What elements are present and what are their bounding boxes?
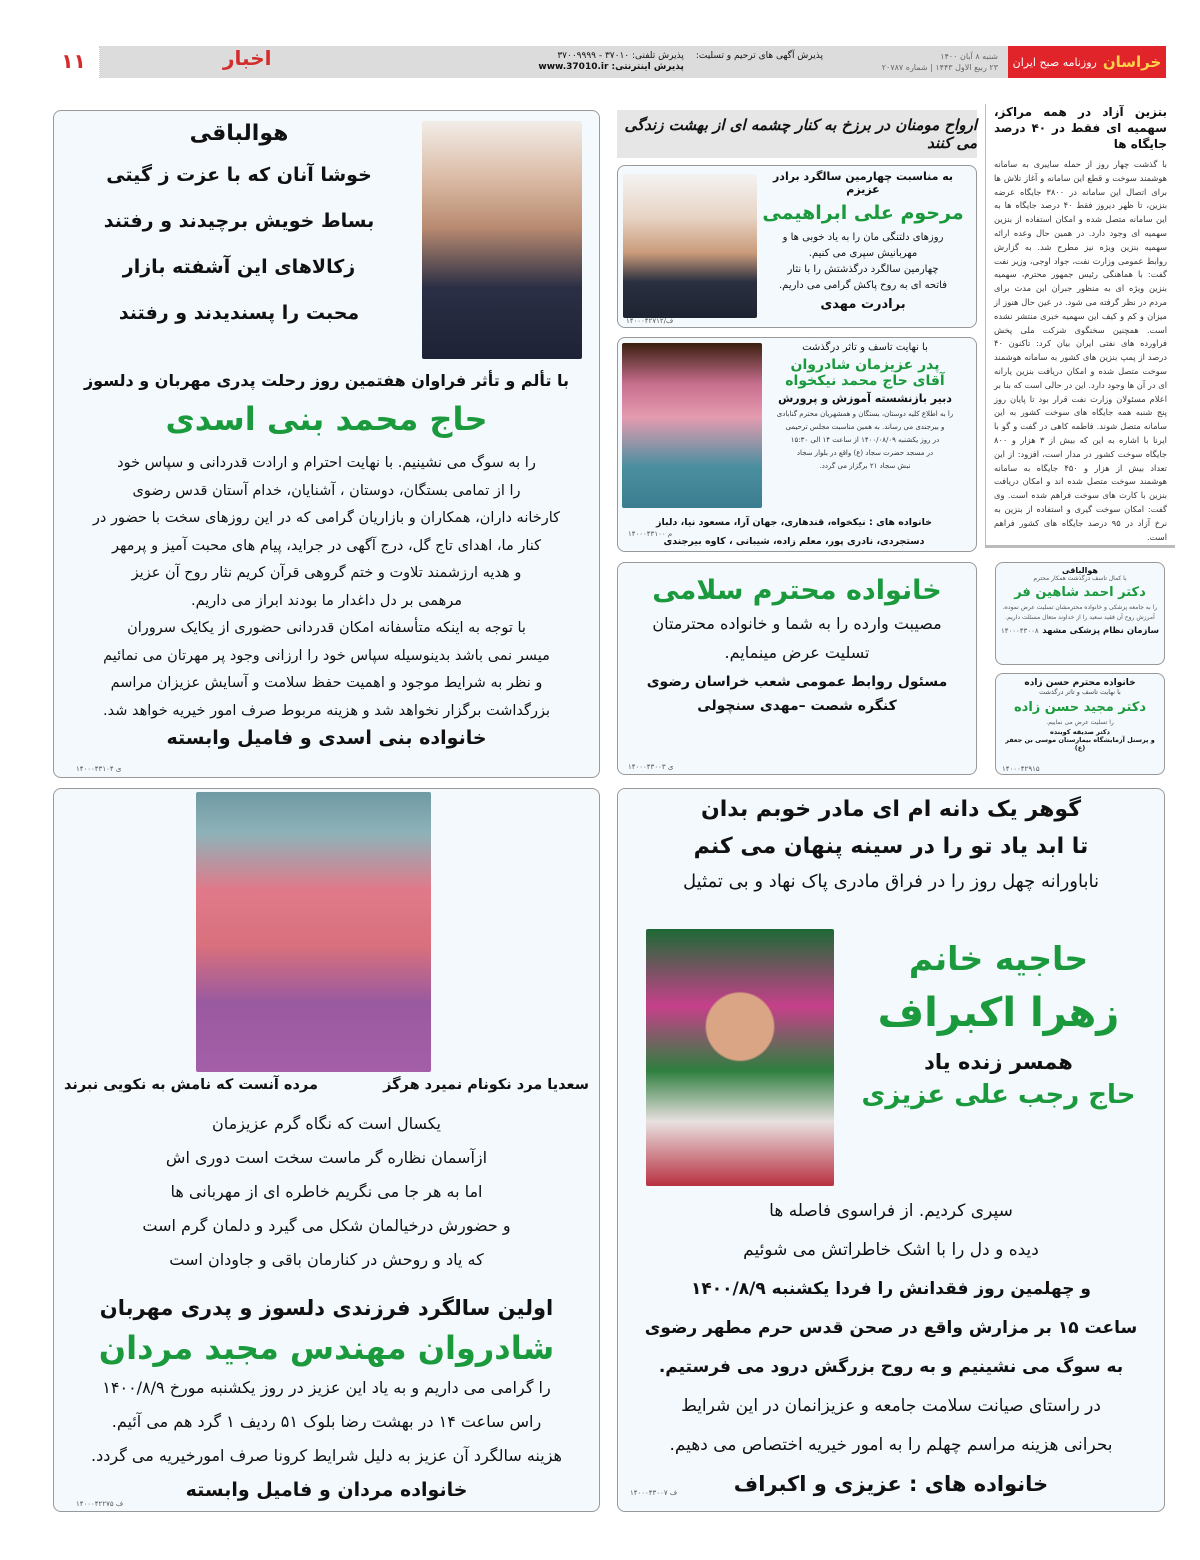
signature: خانواده بنی اسدی و فامیل وابسته xyxy=(166,727,487,749)
deceased-name: مرحوم علی ابراهیمی xyxy=(762,202,964,224)
message-line: کارخانه داران، همکاران و بازاریان گرامی که در این روزهای سخت با حضور در xyxy=(92,510,561,526)
message-line: ساعت ۱۵ بر مزارش واقع در صحن قدس حرم مطهر رضوی xyxy=(644,1318,1138,1338)
intro: با تألم و تأثر فراوان هفتمین روز رحلت پدری مهربان و دلسوز xyxy=(83,371,570,390)
ad-phone: پذیرش تلفنی: ۳۷۰۱۰ - ۳۷۰۰۹۹۹۹ xyxy=(557,51,684,61)
logo-tagline: روزنامه صبح ایران xyxy=(1012,55,1097,69)
deceased-name: دکتر احمد شاهین فر xyxy=(1014,585,1146,600)
verse-left: مرده آنست که نامش به نکویی نبرند xyxy=(64,1077,318,1093)
poem-line: بساط خویش برچیدند و رفتند xyxy=(103,210,375,232)
issue-number: ۲۳ ربیع الاول ۱۴۴۳ | شماره ۲۰۷۸۷ xyxy=(881,63,998,72)
logo-brand: خراسان xyxy=(1102,53,1162,71)
banner xyxy=(617,110,977,158)
obituary-nikkhah xyxy=(617,337,977,552)
signature: کنگره شصت –مهدی سنچولی xyxy=(697,698,897,714)
deceased-name: شادروان مهندس مجید مردان xyxy=(98,1329,555,1367)
signature: خانواده مردان و فامیل وابسته xyxy=(185,1479,468,1501)
intro: اولین سالگرد فرزندی دلسوز و پدری مهربان xyxy=(99,1296,554,1320)
obituary-mardan xyxy=(53,788,600,1512)
intro: به مناسبت چهارمین سالگرد برادر عزیزم xyxy=(772,170,954,196)
obituary-ebrahimi xyxy=(617,165,977,328)
ad-code: ۱۴۰۰۰۴۲۲۷۵ ف xyxy=(76,1500,124,1508)
header-text: هوالباقی xyxy=(1062,566,1098,575)
message-line: در مسجد حضرت سجاد (ع) واقع در بلوار سجاد xyxy=(796,449,934,457)
portrait-photo xyxy=(422,121,582,359)
signature: دکتر صدیقه کوبنده xyxy=(1050,728,1110,736)
deceased-title: پدر عزیزمان شادروان xyxy=(790,357,940,373)
header-text: هوالباقی xyxy=(189,121,289,146)
ad-code: ۱۴۰۰۰۴۳۰۰۷ ف xyxy=(630,1489,678,1497)
poem-line: و حضورش درخیالمان شکل می گیرد و دلمان گرم است xyxy=(142,1216,511,1235)
poem-line: تا ابد یاد تو را در سینه پنهان می کنم xyxy=(693,834,1089,859)
message-line: سپری کردیم. از فراسوی فاصله ها xyxy=(769,1201,1013,1221)
deceased-name: دکتر مجید حسن زاده xyxy=(1013,700,1147,715)
message: را به جامعه پزشکی و خانواده محترمشان تسلیت عرض نموده، آمرزش روح آن فقید سعید را از خداوند متعال مسئلت داریم. xyxy=(1002,604,1158,621)
ad-contact xyxy=(503,51,823,73)
message-line: و بیرجندی می رساند. به همین مناسبت مجلس ترحیمی xyxy=(785,423,945,431)
message-line: و چهلمین روز فقدانش را فردا یکشنبه ۱۴۰۰/۸/۹ xyxy=(691,1279,1091,1299)
condolence-shahinfar xyxy=(995,562,1165,665)
signature: خانواده های : عزیزی و اکبراف xyxy=(733,1472,1049,1496)
condolence-salami xyxy=(617,562,977,775)
message-line: دیده و دل را با اشک خاطراتش می شوئیم xyxy=(743,1240,1039,1260)
message-line: راس ساعت ۱۴ در بهشت رضا بلوک ۵۱ ردیف ۱ گرد هم می آئیم. xyxy=(111,1412,542,1431)
message-line: را به اطلاع کلیه دوستان، بستگان و همشهریان محترم گنابادی xyxy=(776,410,954,418)
poem-line: ازآسمان نظاره گر ماست سخت است دوری اش xyxy=(165,1148,488,1167)
portrait-photo xyxy=(623,174,757,318)
recipient-family: خانواده محترم سلامی xyxy=(652,575,942,606)
spouse-label: همسر زنده یاد xyxy=(924,1050,1073,1074)
date-line: شنبه ۸ آبان ۱۴۰۰ xyxy=(940,52,998,61)
message-line: کنار ما، اهدای تاج گل، درج آگهی در جراید، پیام های محبت آمیز و پرمهر xyxy=(111,537,542,554)
verse-right: سعدیا مرد نکونام نمیرد هرگز xyxy=(383,1077,589,1093)
message-line: را از تمامی بستگان، دوستان ، آشنایان، خدام آستان قدس رضوی xyxy=(132,482,521,499)
poem-line: یکسال است که نگاه گرم عزیزمان xyxy=(212,1114,441,1133)
message-line: روزهای دلتنگی مان را به یاد خوبی ها و xyxy=(782,232,944,243)
message-line: و هدیه ارزشمند تلاوت و ختم گروهی قرآن کریم نثار روح آن عزیز xyxy=(131,565,522,581)
page-number: ۱۱ xyxy=(48,46,100,78)
poem-line: گوهر یک دانه ام ای مادر خوبم بدان xyxy=(700,797,1081,822)
intro: ناباورانه چهل روز را در فراق مادری پاک نهاد و بی تمثیل xyxy=(683,871,1099,892)
message-line: فاتحه ای به روح پاکش گرامی می داریم. xyxy=(779,280,947,291)
issue-date xyxy=(882,51,998,73)
message-line: و نظر به شرایط موجود و اهمیت حفظ سلامت و آسایش عزیزان مراسم xyxy=(110,675,543,691)
condolence-hasanzadeh xyxy=(995,673,1165,775)
spouse-name: حاج رجب علی عزیزی xyxy=(861,1080,1136,1110)
ad-code: ۱۴۰۰۰۴۳۱۰۴ ی xyxy=(76,765,122,773)
message-line: با توجه به اینکه متأسفانه امکان قدردانی حضوری از یکایک سروران xyxy=(127,620,526,636)
message-line: بحرانی هزینه مراسم چهلم را به امور خیریه اختصاص می دهیم. xyxy=(669,1435,1113,1455)
deceased-title: حاجیه خانم xyxy=(908,939,1089,978)
portrait-photo xyxy=(646,929,834,1186)
intro: با کمال تاسف درگذشت همکار محترم xyxy=(1033,575,1127,582)
message-line: مصیبت وارده را به شما و خانواده محترمتان xyxy=(652,614,942,633)
deceased-name: حاج محمد بنی اسدی xyxy=(165,400,488,438)
obituary-baniasadi xyxy=(53,110,600,778)
families-line: دستجردی، نادری پور، معلم زاده، شیبانی ، کاوه بیرجندی xyxy=(663,536,925,547)
poem-line: که یاد و روحش در کنارمان باقی و جاودان است xyxy=(169,1250,484,1269)
news-article xyxy=(985,104,1175,548)
deceased-role: دبیر بازنشسته آموزش و پرورش xyxy=(778,392,952,405)
message xyxy=(758,230,968,294)
intro: با نهایت تاسف و تاثر درگذشت xyxy=(1039,688,1121,696)
deceased-name: زهرا اکبراف xyxy=(877,990,1120,1036)
ad-code: ۱۴۰۰۰۴۲۹۱۵ xyxy=(1002,765,1040,773)
deceased-name: آقای حاج محمد نیکخواه xyxy=(785,373,945,389)
message-line: چهارمین سالگرد درگذشتش را با نثار xyxy=(787,264,939,275)
message: را تسلیت عرض می نماییم. xyxy=(1046,719,1114,726)
ad-code: ۱۴۰۰۰۴۲۷۱۲/ف xyxy=(626,317,674,325)
ad-code: ۱۴۰۰۰۴۳۰۰۳ ی xyxy=(628,763,674,771)
message-line: را گرامی می داریم و به یاد این عزیز در روز یکشنبه مورخ ۱۴۰۰/۸/۹ xyxy=(102,1378,551,1397)
recipient-family: خانواده محترم حسن زاده xyxy=(1024,678,1136,688)
message-line: در روز یکشنبه ۱۴۰۰/۰۸/۰۹ از ساعت ۱۴ الی ۱۵:۳۰ xyxy=(790,436,940,444)
poem-line: محبت را پسندیدند و رفتند xyxy=(118,302,360,324)
message-line: تسلیت عرض مینمایم. xyxy=(724,643,870,662)
message-line: بزرگداشت برگزار نخواهد شد و هزینه مربوط صرف امور خیریه خواهد شد. xyxy=(102,702,550,719)
section-title: اخبار xyxy=(223,46,272,70)
message-line: را به سوگ می نشینیم. با نهایت احترام و ارادت قدردانی و سپاس خود xyxy=(117,455,536,471)
message-line: مرهمی بر دل داغدار ما بودند ابراز می داریم. xyxy=(190,592,463,609)
signature: سازمان نظام پزشکی مشهد xyxy=(1042,626,1159,636)
message-line: میسر نمی باشد بدینوسیله سپاس خود را ارزانی وجود پر مهرتان می نمائیم xyxy=(103,647,550,664)
portrait-photo xyxy=(622,343,762,508)
message-line: مهربانیش سپری می کنیم. xyxy=(808,248,918,259)
poem-line: اما به هر جا می نگریم خاطره ای از مهربانی ها xyxy=(170,1182,483,1201)
ad-code: ۱۴۰۰۰۴۳۱۰۰ م xyxy=(628,530,673,538)
message-line: به سوگ می نشینیم و به روح بزرگش درود می فرستیم. xyxy=(658,1357,1124,1377)
ad-code: ۱۴۰۰۰۴۳۰۰۸ xyxy=(1001,627,1039,635)
signature: و پرسنل آزمایشگاه بیمارستان موسی بن جعفر (ع) xyxy=(1005,736,1155,752)
poem-line: خوشا آنان که با عزت ز گیتی xyxy=(106,164,372,186)
poem-line: زکالاهای این آشفته بازار xyxy=(122,256,356,278)
banner-text: ارواح مومنان در برزخ به کنار چشمه ای از بهشت زندگی می کنند xyxy=(624,116,977,152)
news-body: با گذشت چهار روز از حمله سایبری به سامانه هوشمند سوخت و قطع این سامانه و آغاز تلاش ها برای اتصال این سامانه در ۳۸۰۰ جایگاه عرضه بنزین، تا ظهر دیروز فقط ۴۰ درصد جایگاه ها به این سامانه متصل شده و امکان استفاده از بنزین سهمیه ای وجود دارد. در همین حال وعده ارائه سهمیه بنزین ویژه نیز مطرح شد. به گزارش روابط عمومی وزارت نفت، جواد اوجی، وزیر نفت گفت: با هماهنگی رئیس جمهور محترم، سهمیه بنزین ویژه ای به منظور جبران این مدت برای مردم در نظر گرفته می شود. در عین حال هنوز از میزان و کم و کیف این سهمیه خبری منتشر نشده است. همچنین سخنگوی شرکت ملی پخش فراورده های نفتی ایران بیان کرد: تاکنون ۴۰ درصد از پمپ بنزین های کشور به سامانه هوشمند سوخت متصل شده و امکان دریافت بنزین یارانه ای در آن ها وجود دارد. این در حالی است که بنا بر اعلام مسئولان وزارت نفت قرار بود تا پایان روز پنج شنبه همه جایگاه های سوخت کشور به این سامانه متصل شوند. فاطمه کاهی در گفت و گو با ایرنا با اشاره به این که بیش از ۳ هزار و ۸۰۰ جایگاه سوخت کشور در مدار است، افزود: از این تعداد بیش از هزار و ۴۵۰ جایگاه به سامانه هوشمند سوخت متصل شده اند و امکان دریافت بنزین با کارت های سوخت فراهم شده است. وی گفت: امکان سوخت گیری و استفاده از بنزین به نرخ آزاد در ۹۵ درصد جایگاه های کشور فراهم است. xyxy=(994,159,1168,542)
newspaper-logo xyxy=(1008,46,1166,78)
message-line: در راستای صیانت سلامت جامعه و عزیزانمان در این شرایط xyxy=(681,1396,1101,1416)
intro: با نهایت تاسف و تاثر درگذشت xyxy=(802,342,928,353)
signature: مسئول روابط عمومی شعب خراسان رضوی xyxy=(646,674,948,690)
signature: برادرت مهدی xyxy=(820,297,906,312)
obituary-akbaraf xyxy=(617,788,1165,1512)
news-title: بنزین آزاد در همه مراکز، سهمیه ای فقط در ۴۰ درصد جایگاه ها xyxy=(994,105,1167,151)
page-header xyxy=(48,46,1166,78)
families-line: خانواده های : نیکخواه، قندهاری، جهان آرا، مسعود نیا، دلباز xyxy=(656,517,932,528)
ad-web[interactable]: پذیرش اینترنتی: www.37010.ir xyxy=(538,62,684,72)
message-line: نبش سجاد ۲۱ برگزار می گردد. xyxy=(819,462,911,470)
message-line: هزینه سالگرد آن عزیز به دلیل شرایط کرونا صرف امورخیریه می گردد. xyxy=(91,1446,562,1465)
portrait-photo xyxy=(196,792,431,1072)
ad-contact-label: پذیرش آگهی های ترحیم و تسلیت: xyxy=(695,51,823,61)
